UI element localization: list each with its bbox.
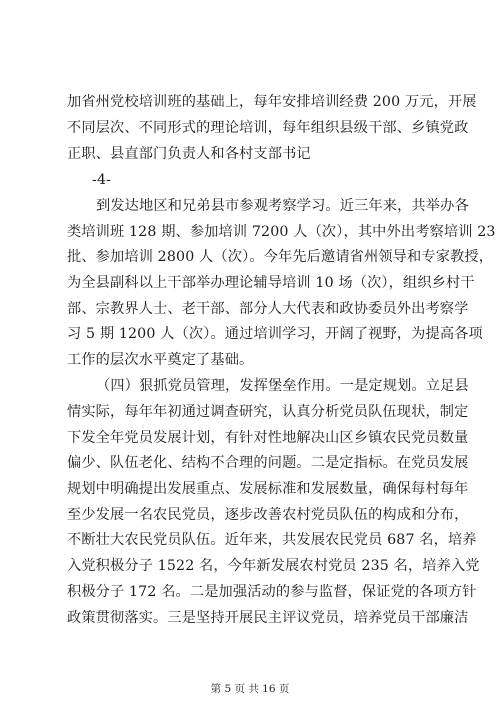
text-line: 不断壮大农民党员队伍。近年来，共发展农民党员 687 名，培养 bbox=[67, 532, 477, 548]
paragraph-start-line: 到发达地区和兄弟县市参观考察学习。近三年来，共举办各 bbox=[96, 198, 469, 214]
text-line: 情实际，每年年初通过调查研究，认真分析党员队伍现状，制定 bbox=[67, 404, 469, 420]
text-line: 至少发展一名农民党员，逐步改善农村党员队伍的构成和分布， bbox=[67, 507, 469, 523]
text-line: 习 5 期 1200 人（次）。通过培训学习，开阔了视野，为提高各项 bbox=[67, 326, 483, 342]
text-line: 入党积极分子 1522 名，今年新发展农村党员 235 名，培养入党 bbox=[67, 558, 480, 574]
text-line: 下发全年党员发展计划，有针对性地解决山区乡镇农民党员数量 bbox=[67, 430, 469, 446]
text-line: 为全县副科以上干部举办理论辅导培训 10 场（次），组织乡村干 bbox=[67, 275, 475, 291]
text-line: 类培训班 128 期、参加培训 7200 人（次），其中外出考察培训 23 bbox=[67, 224, 496, 240]
inline-page-marker: -4- bbox=[92, 172, 112, 188]
text-line: 工作的层次水平奠定了基础。 bbox=[67, 352, 254, 368]
text-line: 规划中明确提出发展重点、发展标准和发展数量，确保每村每年 bbox=[67, 481, 469, 497]
text-line: 不同层次、不同形式的理论培训，每年组织县级干部、乡镇党政 bbox=[67, 120, 469, 136]
text-line: 正职、县直部门负责人和各村支部书记 bbox=[67, 146, 311, 162]
text-line: 积极分子 172 名。二是加强活动的参与监督，保证党的各项方针 bbox=[67, 584, 477, 600]
page-footer: 第 5 页 共 16 页 bbox=[210, 683, 290, 695]
text-line: 偏少、队伍老化、结构不合理的问题。二是定指标。在党员发展 bbox=[67, 455, 469, 471]
text-line: 部、宗教界人士、老干部、部分人大代表和政协委员外出考察学 bbox=[67, 301, 469, 317]
text-line: 加省州党校培训班的基础上，每年安排培训经费 200 万元，开展 bbox=[67, 94, 477, 110]
paragraph-start-line: （四）狠抓党员管理，发挥堡垒作用。一是定规划。立足县 bbox=[96, 378, 469, 394]
text-line: 批、参加培训 2800 人（次）。今年先后邀请省州领导和专家教授， bbox=[67, 249, 494, 265]
text-line: 政策贯彻落实。三是坚持开展民主评议党员，培养党员干部廉洁 bbox=[67, 610, 469, 626]
